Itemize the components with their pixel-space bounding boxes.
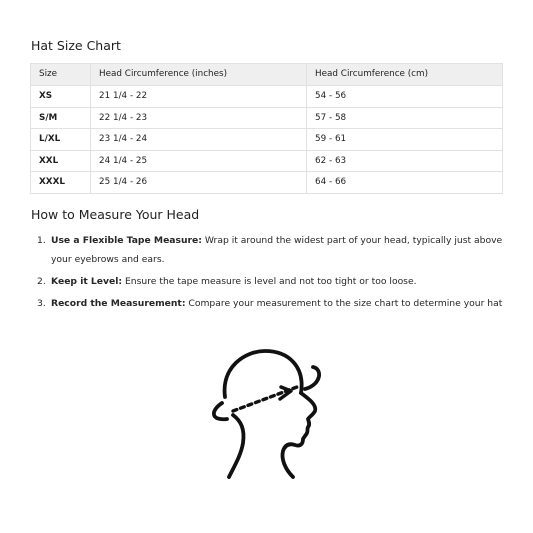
head-measure-icon	[205, 345, 330, 483]
step-text: Compare your measurement to the size chart to determine your hat	[185, 297, 503, 309]
size-cell: S/M	[31, 107, 91, 129]
inches-cell: 22 1/4 - 23	[91, 107, 307, 129]
size-cell: L/XL	[31, 129, 91, 151]
list-item	[37, 232, 507, 269]
step-number: 3.	[37, 297, 46, 309]
size-chart-table	[30, 63, 503, 194]
size-cell: XXXL	[31, 172, 91, 194]
table-row	[31, 129, 503, 151]
step-number: 1.	[37, 235, 46, 246]
cm-cell: 64 - 66	[307, 172, 503, 194]
size-chart-title: Hat Size Chart	[31, 38, 121, 53]
cm-cell: 54 - 56	[307, 86, 503, 108]
step-number: 2.	[37, 275, 46, 287]
table-header-row	[31, 64, 503, 86]
column-header-size: Size	[31, 64, 91, 86]
inches-cell: 23 1/4 - 24	[91, 129, 307, 151]
inches-cell: 21 1/4 - 22	[91, 86, 307, 108]
list-item	[37, 273, 507, 292]
cm-cell: 62 - 63	[307, 150, 503, 172]
table-row	[31, 150, 503, 172]
step-lead: Use a Flexible Tape Measure:	[51, 235, 202, 246]
cm-cell: 59 - 61	[307, 129, 503, 151]
step-lead: Keep it Level:	[51, 275, 123, 287]
size-cell: XXL	[31, 150, 91, 172]
cm-cell: 57 - 58	[307, 107, 503, 129]
step-text: Ensure the tape measure is level and not too tight or too loose.	[122, 275, 417, 287]
table-row	[31, 107, 503, 129]
size-cell: XS	[31, 86, 91, 108]
column-header-inches: Head Circumference (inches)	[91, 64, 307, 86]
table-row	[31, 172, 503, 194]
measure-steps-list	[37, 232, 507, 317]
measure-section-title: How to Measure Your Head	[31, 207, 200, 222]
column-header-cm: Head Circumference (cm)	[307, 64, 503, 86]
table-row	[31, 86, 503, 108]
inches-cell: 24 1/4 - 25	[91, 150, 307, 172]
inches-cell: 25 1/4 - 26	[91, 172, 307, 194]
step-lead: Record the Measurement:	[51, 297, 186, 309]
step-text: Wrap it around the widest part of your head, typically just above your eyebrows and ears.	[51, 235, 503, 265]
list-item	[37, 295, 507, 314]
